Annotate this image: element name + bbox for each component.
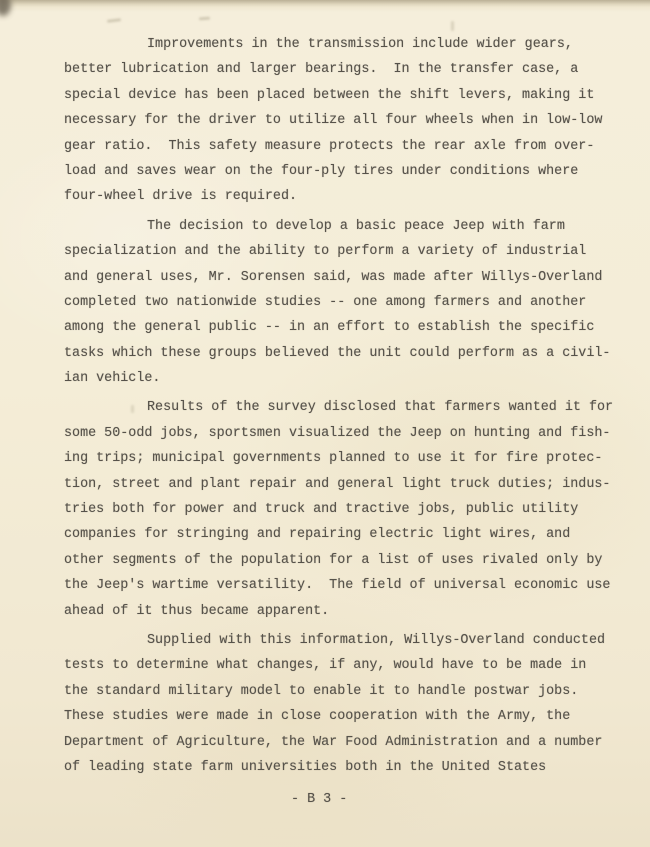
paper-top-edge: [0, 0, 650, 7]
text-line: special device has been placed between the shift levers, making it: [64, 87, 595, 103]
paragraph: [64, 395, 642, 624]
smudge-mark: [451, 21, 454, 31]
text-line: completed two nationwide studies -- one among farmers and another: [64, 294, 587, 310]
text-line: gear ratio. This safety measure protects the rear axle from over-: [64, 138, 595, 154]
text-line: tasks which these groups believed the unit could perform as a civil-: [64, 345, 611, 361]
text-line: Supplied with this information, Willys-Overland conducted: [147, 632, 606, 648]
text-line: Department of Agriculture, the War Food Administration and a number: [64, 734, 603, 750]
text-line: tion, street and plant repair and general light truck duties; indus-: [64, 476, 611, 492]
text-line: specialization and the ability to perform a variety of industrial: [64, 244, 587, 260]
smudge-mark: [107, 18, 121, 23]
text-line: four-wheel drive is required.: [64, 189, 298, 205]
text-line: ahead of it thus became apparent.: [64, 603, 330, 619]
text-line: These studies were made in close cooperation with the Army, the: [64, 709, 571, 725]
text-line: and general uses, Mr. Sorensen said, was made after Willys-Overland: [64, 269, 603, 285]
text-line: better lubrication and larger bearings. In the transfer case, a: [64, 62, 579, 78]
text-line: necessary for the driver to utilize all four wheels when in low-low: [64, 113, 603, 129]
text-line: The decision to develop a basic peace Jeep with farm: [147, 218, 565, 234]
paragraph: [64, 628, 642, 780]
text-line: the standard military model to enable it to handle postwar jobs.: [64, 683, 579, 699]
text-line: load and saves wear on the four-ply tires under conditions where: [64, 163, 579, 179]
text-line: companies for stringing and repairing electric light wires, and: [64, 527, 571, 543]
smudge-mark: [199, 17, 210, 21]
text-line: of leading state farm universities both in the United States: [64, 759, 547, 775]
page-text: [64, 32, 642, 784]
page-number: - B 3 -: [291, 792, 348, 807]
paragraph: [64, 214, 642, 392]
paragraph: [64, 32, 642, 210]
text-line: tries both for power and truck and tractive jobs, public utility: [64, 502, 579, 518]
text-line: some 50-odd jobs, sportsmen visualized the Jeep on hunting and fish-: [64, 425, 611, 441]
text-line: among the general public -- in an effort to establish the specific: [64, 320, 595, 336]
text-line: tests to determine what changes, if any, would have to be made in: [64, 658, 587, 674]
paper-corner-blemish: [0, 0, 11, 16]
text-line: ian vehicle.: [64, 371, 161, 387]
text-line: the Jeep's wartime versatility. The field of universal economic use: [64, 578, 611, 594]
text-line: Results of the survey disclosed that farmers wanted it for: [147, 400, 614, 416]
text-line: other segments of the population for a list of uses rivaled only by: [64, 552, 603, 568]
text-line: ing trips; municipal governments planned to use it for fire protec-: [64, 451, 603, 467]
text-line: Improvements in the transmission include wider gears,: [147, 37, 573, 52]
